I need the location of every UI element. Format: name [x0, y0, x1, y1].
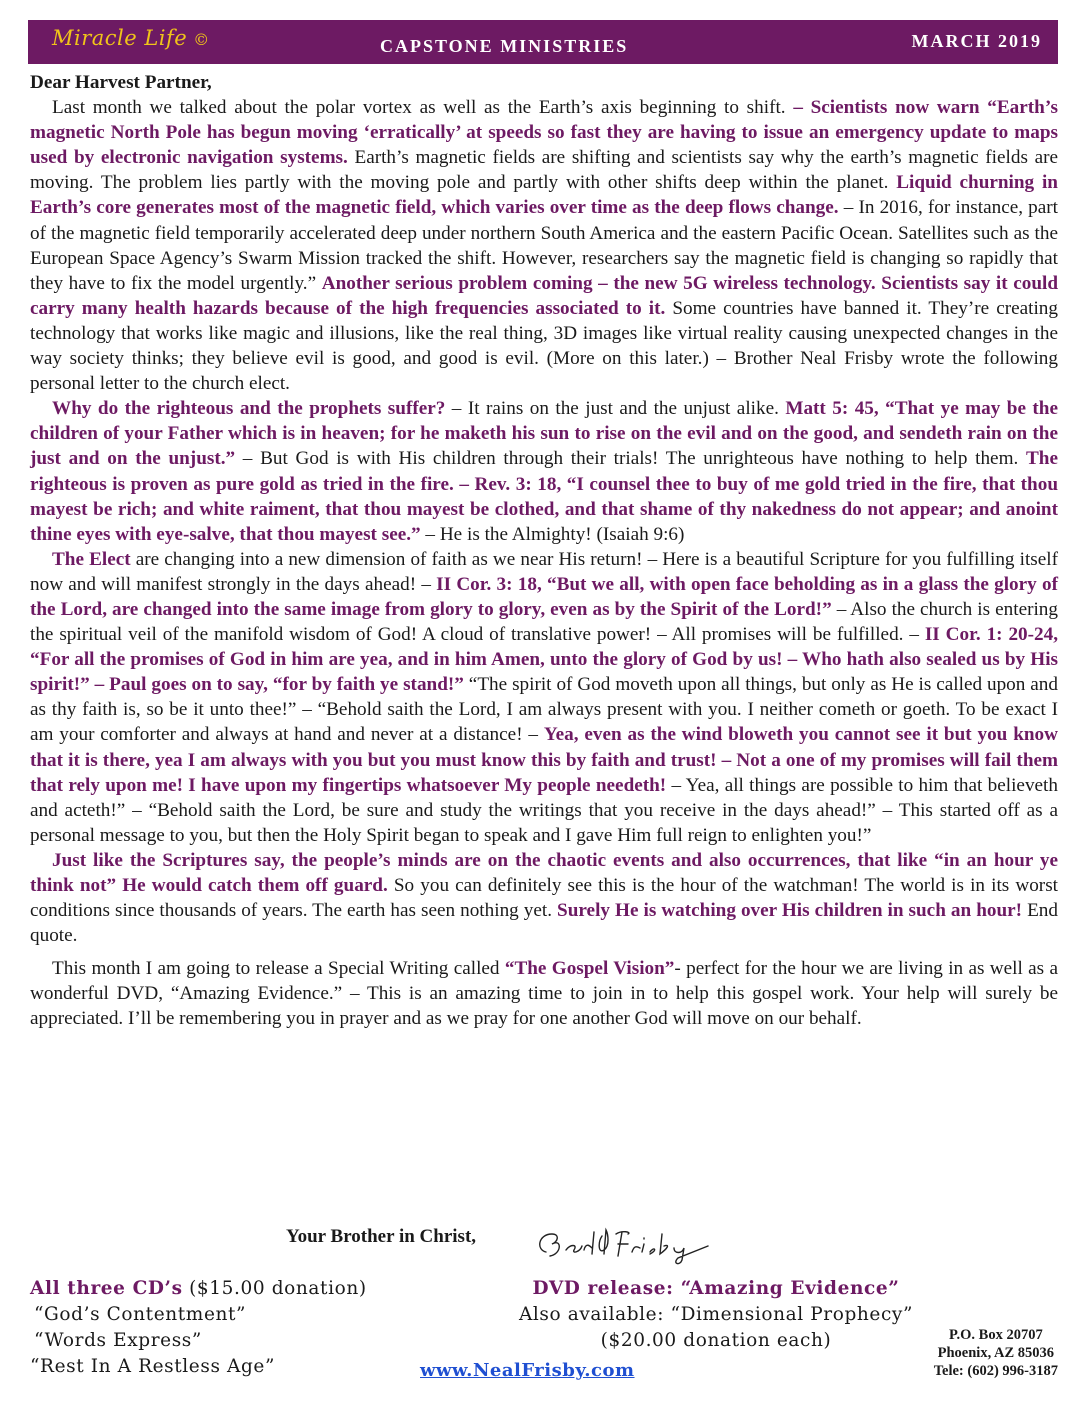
body-text: This month I am going to release a Special Writing called: [52, 958, 505, 980]
body-text: are changing into a new dimension of faith as we near His return! – Here is a beautiful Scripture for you fulfilling itself now and will manifest strongly in the days ahead! –: [30, 548, 1058, 595]
highlighted-text: “The Gospel Vision”: [504, 958, 675, 980]
body-text: Last month we talked about the polar vortex as well as the Earth’s axis beginning to shift.: [52, 97, 794, 119]
body-text: Some countries have banned it. They’re creating technology that works like magic and illusions, like the real thing, 3D images like virtual reality causing unexpected changes in the way society thinks; they believe evil is good, and good is evil. (More on this later.) – Brother Neal Frisby wrote the following personal letter to the church elect.: [30, 297, 1058, 395]
cd-donation: ($15.00 donation): [182, 1278, 367, 1299]
cd-offer: [30, 1276, 367, 1380]
body-text: – But God is with His children through their trials! The unrighteous have nothing to help them.: [235, 448, 1026, 470]
body-text: – In 2016, for instance, part of the magnetic field temporarily accelerated deep under northern South America and the eastern Pacific Ocean. Satellites such as the European Space Agency’s Swarm Mission tracked the shift. However, researchers say the magnetic field is changing so rapidly that they have to fix the model urgently.”: [30, 197, 1058, 294]
letter-body: [30, 70, 1058, 1032]
cd-title: “Rest In A Restless Age”: [30, 1356, 276, 1377]
body-text: End quote.: [30, 900, 1058, 947]
organization-name: CAPSTONE MINISTRIES: [380, 36, 629, 56]
highlighted-text: – Scientists now warn “Earth’s magnetic North Pole has begun moving ‘erratically’ at speeds so fast they are having to issue an emergency update to maps used by electronic navigation systems.: [30, 97, 1058, 169]
website-link[interactable]: www.NealFrisby.com: [420, 1360, 635, 1381]
body-text: – He is the Almighty! (Isaiah 9:6): [420, 523, 685, 545]
city-state-zip: Phoenix, AZ 85036: [937, 1345, 1055, 1361]
dvd-also-available: Also available: “Dimensional Prophecy”: [518, 1304, 914, 1325]
cd-offer-heading: All three CD’s: [30, 1278, 183, 1299]
highlighted-text: Surely He is watching over His children in such an hour!: [557, 900, 1023, 922]
paragraph: [30, 848, 1058, 948]
highlighted-text: Another serious problem coming – the new 5G wireless technology. Scientists say it could carry many health hazards because of the high frequencies associated to it.: [30, 272, 1058, 319]
brand-name: Miracle Life: [52, 26, 188, 50]
newsletter-header: [28, 20, 1058, 64]
body-text: – It rains on the just and the unjust alike.: [445, 398, 786, 420]
body-text: – Yea, all things are possible to him that believeth and acteth!” – “Behold saith the Lord, be sure and study the writings that you receive in the days ahead!” – This started off as a personal message to you, but then the Holy Spirit began to speak and I gave Him full reign to enlighten you!”: [30, 774, 1058, 846]
highlighted-text: Liquid churning in Earth’s core generates most of the magnetic field, which varies over time as the deep flows change.: [30, 172, 1058, 219]
cd-title: “Words Express”: [34, 1330, 202, 1351]
highlighted-text: II Cor. 1: 20-24, “For all the promises of God in him are yea, and in him Amen, unto the glory of God by us! – Who hath also sealed us by His spirit!” – Paul goes on to say, “for by faith ye stand!”: [30, 624, 1059, 696]
highlighted-text: Matt 5: 45, “That ye may be the children of your Father which is in heaven; for he maketh his sun to rise on the evil and on the good, and sendeth rain on the just and on the unjust.”: [30, 398, 1058, 470]
dvd-offer: [500, 1276, 932, 1354]
body-text: - perfect for the hour we are living in as well as a wonderful DVD, “Amazing Evidence.” – This is an amazing time to join in to help this gospel work. Your help will surely be appreciated. I’ll be remembering you in prayer and as we pray for one another God will move on our behalf.: [30, 958, 1058, 1030]
mailing-address: [934, 1326, 1058, 1380]
highlighted-text: Just like the Scriptures say, the people’s minds are on the chaotic events and also occurrences, that like “in an hour ye think not” He would catch them off guard.: [30, 849, 1058, 896]
highlighted-text: The righteous is proven as pure gold as tried in the fire. – Rev. 3: 18, “I counsel thee to buy of me gold tried in the fire, that thou mayest be rich; and white raiment, that thou mayest be clothed, and that shame of thy nakedness do not appear; and anoint thine eyes with eye-salve, that thou mayest see.”: [30, 448, 1058, 545]
telephone: Tele: (602) 996-3187: [933, 1363, 1058, 1379]
body-text: So you can definitely see this is the hour of the watchman! The world is in its worst conditions since thousands of years. The earth has seen nothing yet.: [30, 875, 1058, 922]
copyright-mark: ©: [193, 30, 210, 49]
closing-line: Your Brother in Christ,: [286, 1226, 477, 1247]
body-text: “The spirit of God moveth upon all things, but only as He is called upon and as thy faith is, so be it unto thee!” – “Behold saith the Lord, I am always present with you. I neither cometh or goeth. To be exact I am your comforter and always at hand and never at a distance! –: [30, 674, 1058, 746]
highlighted-text: Yea, even as the wind bloweth you cannot see it but you know that it is there, yea I am always with you but you must know this by faith and trust! – Not a one of my promises will fail them that rely upon me! I have upon my fingertips whatsoever My people needeth!: [30, 724, 1058, 796]
dvd-heading: DVD release: “Amazing Evidence”: [532, 1278, 900, 1299]
highlighted-text: II Cor. 3: 18, “But we all, with open face beholding as in a glass the glory of the Lord, are changed into the same image from glory to glory, even as by the Spirit of the Lord!”: [30, 573, 1058, 620]
paragraph: [30, 95, 1058, 396]
brand-logo: [52, 26, 210, 50]
paragraph: [30, 956, 1058, 1031]
body-text: Earth’s magnetic fields are shifting and scientists say why the earth’s magnetic fields are moving. The problem lies partly with the moving pole and partly with other shifts deep within the planet.: [30, 147, 1058, 194]
paragraph: [30, 547, 1058, 848]
highlighted-text: The Elect: [52, 548, 131, 570]
signature-image: [532, 1224, 722, 1266]
issue-date: MARCH 2019: [911, 31, 1042, 51]
dvd-donation: ($20.00 donation each): [600, 1330, 832, 1351]
cd-title: “God’s Contentment”: [34, 1304, 247, 1325]
po-box: P.O. Box 20707: [948, 1327, 1043, 1343]
highlighted-text: Why do the righteous and the prophets suffer?: [52, 398, 446, 420]
body-text: – Also the church is entering the spiritual veil of the manifold wisdom of God! A cloud of translative power! – All promises will be fulfilled. –: [30, 598, 1058, 646]
salutation: Dear Harvest Partner,: [30, 72, 212, 93]
paragraph: [30, 396, 1058, 547]
